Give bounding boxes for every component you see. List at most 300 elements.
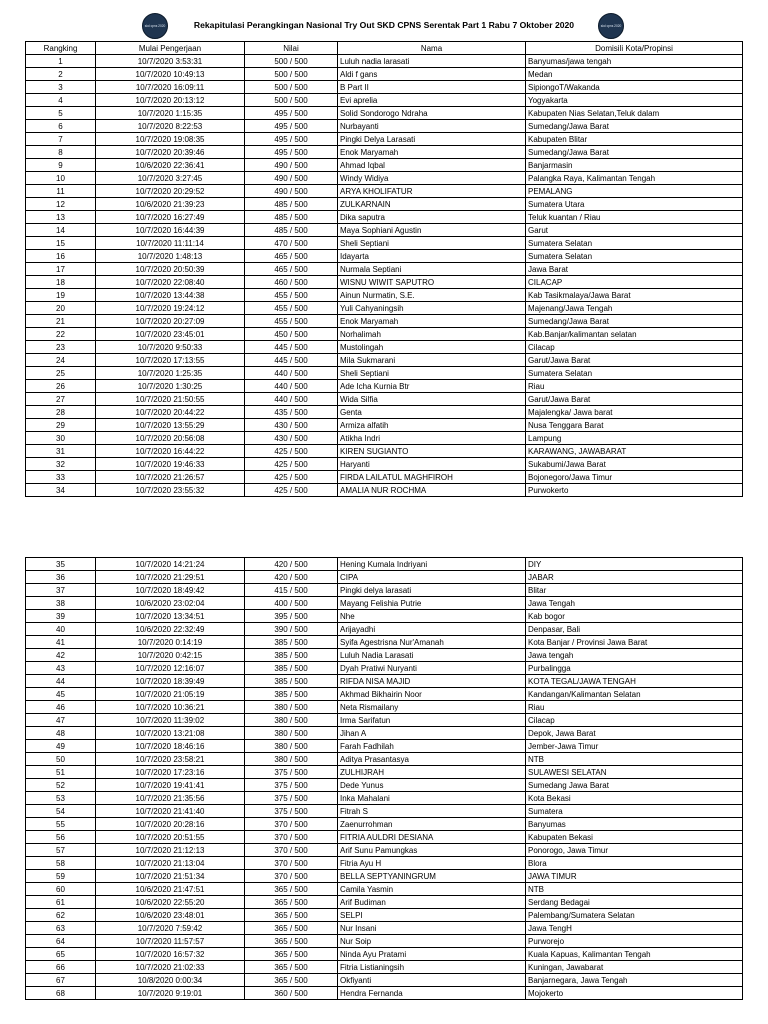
table-row bbox=[26, 792, 743, 805]
cell-rank: 63 bbox=[26, 922, 96, 935]
cell-domicile: Sumatera Utara bbox=[526, 198, 743, 211]
table-row bbox=[26, 107, 743, 120]
cell-rank: 67 bbox=[26, 974, 96, 987]
cell-domicile: Purbalingga bbox=[526, 662, 743, 675]
cell-rank: 32 bbox=[26, 458, 96, 471]
cell-rank: 15 bbox=[26, 237, 96, 250]
cell-start-time: 10/7/2020 21:12:13 bbox=[96, 844, 245, 857]
cell-rank: 20 bbox=[26, 302, 96, 315]
cell-score: 380 / 500 bbox=[245, 740, 338, 753]
cell-start-time: 10/7/2020 20:56:08 bbox=[96, 432, 245, 445]
cell-score: 365 / 500 bbox=[245, 896, 338, 909]
cell-name: ZULKARNAIN bbox=[338, 198, 526, 211]
table-row bbox=[26, 419, 743, 432]
table-row bbox=[26, 458, 743, 471]
cell-domicile: Sumatera bbox=[526, 805, 743, 818]
table-row bbox=[26, 146, 743, 159]
table-row bbox=[26, 662, 743, 675]
cell-start-time: 10/6/2020 23:02:04 bbox=[96, 597, 245, 610]
report-header bbox=[0, 13, 768, 39]
cell-domicile: Garut/Jawa Barat bbox=[526, 354, 743, 367]
cell-name: Dyah Pratiwi Nuryanti bbox=[338, 662, 526, 675]
cell-score: 395 / 500 bbox=[245, 610, 338, 623]
cell-domicile: Majalengka/ Jawa barat bbox=[526, 406, 743, 419]
cell-domicile: PEMALANG bbox=[526, 185, 743, 198]
cell-start-time: 10/7/2020 21:13:04 bbox=[96, 857, 245, 870]
cell-name: Mayang Felishia Putrie bbox=[338, 597, 526, 610]
cell-domicile: Sumatera Selatan bbox=[526, 250, 743, 263]
table-row bbox=[26, 263, 743, 276]
cell-start-time: 10/7/2020 21:51:34 bbox=[96, 870, 245, 883]
cell-name: Atikha Indri bbox=[338, 432, 526, 445]
cell-domicile: DIY bbox=[526, 558, 743, 571]
cell-domicile: JAWA TIMUR bbox=[526, 870, 743, 883]
cell-score: 485 / 500 bbox=[245, 224, 338, 237]
cell-domicile: Sumedang/Jawa Barat bbox=[526, 146, 743, 159]
cell-name: Fitria Listianingsih bbox=[338, 961, 526, 974]
cell-start-time: 10/8/2020 0:00:34 bbox=[96, 974, 245, 987]
cell-score: 365 / 500 bbox=[245, 974, 338, 987]
table-row bbox=[26, 471, 743, 484]
cell-rank: 22 bbox=[26, 328, 96, 341]
cell-start-time: 10/7/2020 1:48:13 bbox=[96, 250, 245, 263]
cell-score: 365 / 500 bbox=[245, 935, 338, 948]
cell-rank: 28 bbox=[26, 406, 96, 419]
cell-name: Norhalimah bbox=[338, 328, 526, 341]
cell-name: Arif Sunu Pamungkas bbox=[338, 844, 526, 857]
cell-domicile: Denpasar, Bali bbox=[526, 623, 743, 636]
cell-rank: 52 bbox=[26, 779, 96, 792]
cell-start-time: 10/6/2020 23:48:01 bbox=[96, 909, 245, 922]
cell-domicile: Kota Bekasi bbox=[526, 792, 743, 805]
cell-domicile: Kab Tasikmalaya/Jawa Barat bbox=[526, 289, 743, 302]
cell-name: Pingki delya larasati bbox=[338, 584, 526, 597]
cell-score: 500 / 500 bbox=[245, 81, 338, 94]
cell-start-time: 10/7/2020 19:41:41 bbox=[96, 779, 245, 792]
cell-start-time: 10/7/2020 10:36:21 bbox=[96, 701, 245, 714]
cell-domicile: Medan bbox=[526, 68, 743, 81]
cell-name: FITRIA AULDRI DESIANA bbox=[338, 831, 526, 844]
table-row bbox=[26, 81, 743, 94]
cell-rank: 53 bbox=[26, 792, 96, 805]
cell-start-time: 10/7/2020 21:50:55 bbox=[96, 393, 245, 406]
cell-name: Armiza alfatih bbox=[338, 419, 526, 432]
cell-start-time: 10/7/2020 20:50:39 bbox=[96, 263, 245, 276]
cell-score: 370 / 500 bbox=[245, 857, 338, 870]
cell-domicile: Banjarnegara, Jawa Tengah bbox=[526, 974, 743, 987]
cell-name: Syifa Agestrisna Nur'Amanah bbox=[338, 636, 526, 649]
cell-start-time: 10/7/2020 20:27:09 bbox=[96, 315, 245, 328]
cell-start-time: 10/7/2020 8:22:53 bbox=[96, 120, 245, 133]
cell-rank: 68 bbox=[26, 987, 96, 1000]
cell-score: 465 / 500 bbox=[245, 250, 338, 263]
cell-name: SELPI bbox=[338, 909, 526, 922]
cell-rank: 24 bbox=[26, 354, 96, 367]
cell-rank: 21 bbox=[26, 315, 96, 328]
cell-domicile: Blora bbox=[526, 857, 743, 870]
table-row bbox=[26, 844, 743, 857]
cell-start-time: 10/7/2020 13:34:51 bbox=[96, 610, 245, 623]
cell-score: 500 / 500 bbox=[245, 68, 338, 81]
cell-rank: 43 bbox=[26, 662, 96, 675]
cell-score: 495 / 500 bbox=[245, 133, 338, 146]
cell-start-time: 10/7/2020 17:13:55 bbox=[96, 354, 245, 367]
cell-rank: 42 bbox=[26, 649, 96, 662]
cell-start-time: 10/7/2020 7:59:42 bbox=[96, 922, 245, 935]
cell-score: 435 / 500 bbox=[245, 406, 338, 419]
cell-domicile: Kabupaten Nias Selatan,Teluk dalam bbox=[526, 107, 743, 120]
table-row bbox=[26, 870, 743, 883]
cell-start-time: 10/6/2020 21:39:23 bbox=[96, 198, 245, 211]
cell-start-time: 10/7/2020 20:51:55 bbox=[96, 831, 245, 844]
cell-domicile: Riau bbox=[526, 701, 743, 714]
cell-domicile: Kuala Kapuas, Kalimantan Tengah bbox=[526, 948, 743, 961]
cell-name: Aditya Prasantasya bbox=[338, 753, 526, 766]
column-header-domicile: Domisili Kota/Propinsi bbox=[526, 42, 743, 55]
cell-start-time: 10/7/2020 1:30:25 bbox=[96, 380, 245, 393]
cell-domicile: Kabupaten Bekasi bbox=[526, 831, 743, 844]
table-row bbox=[26, 94, 743, 107]
cell-name: Dede Yunus bbox=[338, 779, 526, 792]
table-header-row bbox=[26, 42, 743, 55]
cell-score: 380 / 500 bbox=[245, 727, 338, 740]
table-row bbox=[26, 406, 743, 419]
cell-domicile: Sumatera Selatan bbox=[526, 237, 743, 250]
cell-score: 370 / 500 bbox=[245, 818, 338, 831]
cell-score: 465 / 500 bbox=[245, 263, 338, 276]
report-title: Rekapitulasi Perangkingan Nasional Try Out SKD CPNS Serentak Part 1 Rabu 7 Oktober 2020 bbox=[193, 20, 575, 30]
table-row bbox=[26, 224, 743, 237]
cell-score: 445 / 500 bbox=[245, 341, 338, 354]
cell-domicile: Banjarmasin bbox=[526, 159, 743, 172]
cell-start-time: 10/7/2020 18:46:16 bbox=[96, 740, 245, 753]
cell-name: Haryanti bbox=[338, 458, 526, 471]
cell-name: Nur Soip bbox=[338, 935, 526, 948]
cell-domicile: Banyumas bbox=[526, 818, 743, 831]
cell-start-time: 10/7/2020 23:45:01 bbox=[96, 328, 245, 341]
table-row bbox=[26, 185, 743, 198]
cell-score: 370 / 500 bbox=[245, 870, 338, 883]
cell-score: 485 / 500 bbox=[245, 198, 338, 211]
table-row bbox=[26, 883, 743, 896]
cell-start-time: 10/7/2020 21:41:40 bbox=[96, 805, 245, 818]
cell-score: 495 / 500 bbox=[245, 107, 338, 120]
cell-start-time: 10/7/2020 9:50:33 bbox=[96, 341, 245, 354]
cell-name: KIREN SUGIANTO bbox=[338, 445, 526, 458]
cell-name: Ade Icha Kurnia Btr bbox=[338, 380, 526, 393]
cell-rank: 57 bbox=[26, 844, 96, 857]
cell-start-time: 10/7/2020 1:25:35 bbox=[96, 367, 245, 380]
cell-name: Fitria Ayu H bbox=[338, 857, 526, 870]
cell-rank: 26 bbox=[26, 380, 96, 393]
cell-start-time: 10/7/2020 13:44:38 bbox=[96, 289, 245, 302]
cell-domicile: Kab bogor bbox=[526, 610, 743, 623]
cell-name: Neta Rismailany bbox=[338, 701, 526, 714]
table-row bbox=[26, 328, 743, 341]
cell-rank: 1 bbox=[26, 55, 96, 68]
table-row bbox=[26, 55, 743, 68]
column-header-score: Nilai bbox=[245, 42, 338, 55]
cell-rank: 61 bbox=[26, 896, 96, 909]
cell-rank: 36 bbox=[26, 571, 96, 584]
table-row bbox=[26, 584, 743, 597]
cell-start-time: 10/7/2020 18:39:49 bbox=[96, 675, 245, 688]
cell-domicile: Jawa Barat bbox=[526, 263, 743, 276]
cell-name: WISNU WIWIT SAPUTRO bbox=[338, 276, 526, 289]
cell-rank: 3 bbox=[26, 81, 96, 94]
table-row bbox=[26, 753, 743, 766]
cell-rank: 44 bbox=[26, 675, 96, 688]
cell-score: 500 / 500 bbox=[245, 94, 338, 107]
cell-start-time: 10/7/2020 11:39:02 bbox=[96, 714, 245, 727]
logo-text: skd cpns 2020 bbox=[144, 24, 166, 28]
table-row bbox=[26, 211, 743, 224]
cell-domicile: Kandangan/Kalimantan Selatan bbox=[526, 688, 743, 701]
cell-start-time: 10/7/2020 21:05:19 bbox=[96, 688, 245, 701]
cell-name: Genta bbox=[338, 406, 526, 419]
cell-rank: 27 bbox=[26, 393, 96, 406]
cell-score: 440 / 500 bbox=[245, 367, 338, 380]
cell-name: Arijayadhi bbox=[338, 623, 526, 636]
cell-name: Enok Maryamah bbox=[338, 146, 526, 159]
cell-domicile: Riau bbox=[526, 380, 743, 393]
cell-domicile: Cilacap bbox=[526, 714, 743, 727]
cell-score: 375 / 500 bbox=[245, 779, 338, 792]
cell-domicile: Garut bbox=[526, 224, 743, 237]
cell-start-time: 10/7/2020 9:19:01 bbox=[96, 987, 245, 1000]
cell-name: AMALIA NUR ROCHMA bbox=[338, 484, 526, 497]
cell-score: 495 / 500 bbox=[245, 120, 338, 133]
cell-name: Camila Yasmin bbox=[338, 883, 526, 896]
cell-rank: 64 bbox=[26, 935, 96, 948]
table-row bbox=[26, 558, 743, 571]
table-row bbox=[26, 610, 743, 623]
table-row bbox=[26, 857, 743, 870]
cell-score: 450 / 500 bbox=[245, 328, 338, 341]
cell-name: Zaenurrohman bbox=[338, 818, 526, 831]
cell-rank: 39 bbox=[26, 610, 96, 623]
table-row bbox=[26, 367, 743, 380]
column-header-name: Nama bbox=[338, 42, 526, 55]
cell-start-time: 10/7/2020 16:09:11 bbox=[96, 81, 245, 94]
cell-start-time: 10/7/2020 16:27:49 bbox=[96, 211, 245, 224]
cell-score: 490 / 500 bbox=[245, 159, 338, 172]
cell-start-time: 10/7/2020 0:14:19 bbox=[96, 636, 245, 649]
cell-domicile: Serdang Bedagai bbox=[526, 896, 743, 909]
cell-score: 425 / 500 bbox=[245, 471, 338, 484]
cell-domicile: Banyumas/jawa tengah bbox=[526, 55, 743, 68]
table-row bbox=[26, 571, 743, 584]
cell-score: 445 / 500 bbox=[245, 354, 338, 367]
cell-name: Okfiyanti bbox=[338, 974, 526, 987]
cell-name: Nhe bbox=[338, 610, 526, 623]
cell-domicile: Sumedang/Jawa Barat bbox=[526, 315, 743, 328]
cell-name: Farah Fadhilah bbox=[338, 740, 526, 753]
cell-score: 440 / 500 bbox=[245, 393, 338, 406]
table-row bbox=[26, 987, 743, 1000]
cell-name: B Part II bbox=[338, 81, 526, 94]
cell-name: Sheli Septiani bbox=[338, 237, 526, 250]
cell-score: 380 / 500 bbox=[245, 753, 338, 766]
cell-start-time: 10/7/2020 20:28:16 bbox=[96, 818, 245, 831]
cell-name: Pingki Delya Larasati bbox=[338, 133, 526, 146]
cell-name: Wida Silfia bbox=[338, 393, 526, 406]
ranking-table-part-2 bbox=[25, 557, 743, 1000]
cell-rank: 5 bbox=[26, 107, 96, 120]
table-row bbox=[26, 974, 743, 987]
cell-start-time: 10/7/2020 11:11:14 bbox=[96, 237, 245, 250]
cell-score: 490 / 500 bbox=[245, 185, 338, 198]
cell-domicile: Mojokerto bbox=[526, 987, 743, 1000]
cell-domicile: Jawa TengH bbox=[526, 922, 743, 935]
cell-name: Nur Insani bbox=[338, 922, 526, 935]
cell-start-time: 10/7/2020 20:13:12 bbox=[96, 94, 245, 107]
table-row bbox=[26, 354, 743, 367]
cell-name: Enok Maryamah bbox=[338, 315, 526, 328]
cell-score: 485 / 500 bbox=[245, 211, 338, 224]
cell-score: 415 / 500 bbox=[245, 584, 338, 597]
cell-domicile: Ponorogo, Jawa Timur bbox=[526, 844, 743, 857]
cell-name: Inka Mahalani bbox=[338, 792, 526, 805]
cell-domicile: CILACAP bbox=[526, 276, 743, 289]
cell-domicile: Sumatera Selatan bbox=[526, 367, 743, 380]
cell-domicile: Jawa Tengah bbox=[526, 597, 743, 610]
cell-name: FIRDA LAILATUL MAGHFIROH bbox=[338, 471, 526, 484]
cell-rank: 12 bbox=[26, 198, 96, 211]
table-row bbox=[26, 380, 743, 393]
cell-domicile: Blitar bbox=[526, 584, 743, 597]
cell-score: 390 / 500 bbox=[245, 623, 338, 636]
cell-rank: 50 bbox=[26, 753, 96, 766]
cell-score: 420 / 500 bbox=[245, 571, 338, 584]
cell-start-time: 10/7/2020 13:21:08 bbox=[96, 727, 245, 740]
column-header-rank: Rangking bbox=[26, 42, 96, 55]
cell-domicile: Nusa Tenggara Barat bbox=[526, 419, 743, 432]
table-row bbox=[26, 961, 743, 974]
cell-name: BELLA SEPTYANINGRUM bbox=[338, 870, 526, 883]
cell-score: 500 / 500 bbox=[245, 55, 338, 68]
cell-rank: 29 bbox=[26, 419, 96, 432]
cell-rank: 23 bbox=[26, 341, 96, 354]
cell-name: Arif Budiman bbox=[338, 896, 526, 909]
table-row bbox=[26, 302, 743, 315]
cell-domicile: SipiongoT/Wakanda bbox=[526, 81, 743, 94]
cell-rank: 25 bbox=[26, 367, 96, 380]
cell-start-time: 10/7/2020 21:29:51 bbox=[96, 571, 245, 584]
cell-start-time: 10/7/2020 23:58:21 bbox=[96, 753, 245, 766]
cell-rank: 47 bbox=[26, 714, 96, 727]
cell-rank: 54 bbox=[26, 805, 96, 818]
cell-start-time: 10/7/2020 19:08:35 bbox=[96, 133, 245, 146]
cell-rank: 16 bbox=[26, 250, 96, 263]
cell-domicile: Depok, Jawa Barat bbox=[526, 727, 743, 740]
cell-rank: 4 bbox=[26, 94, 96, 107]
cell-domicile: KOTA TEGAL/JAWA TENGAH bbox=[526, 675, 743, 688]
cell-domicile: Kota Banjar / Provinsi Jawa Barat bbox=[526, 636, 743, 649]
cell-domicile: Sumedang/Jawa Barat bbox=[526, 120, 743, 133]
cell-rank: 40 bbox=[26, 623, 96, 636]
cell-score: 360 / 500 bbox=[245, 987, 338, 1000]
cell-start-time: 10/7/2020 20:44:22 bbox=[96, 406, 245, 419]
cell-score: 490 / 500 bbox=[245, 172, 338, 185]
cell-name: Mila Sukmarani bbox=[338, 354, 526, 367]
cell-start-time: 10/7/2020 3:27:45 bbox=[96, 172, 245, 185]
cell-start-time: 10/7/2020 22:08:40 bbox=[96, 276, 245, 289]
table-row bbox=[26, 909, 743, 922]
cell-name: RIFDA NISA MAJID bbox=[338, 675, 526, 688]
cell-rank: 48 bbox=[26, 727, 96, 740]
table-row bbox=[26, 432, 743, 445]
table-row bbox=[26, 172, 743, 185]
cell-rank: 9 bbox=[26, 159, 96, 172]
cell-rank: 14 bbox=[26, 224, 96, 237]
cell-domicile: JABAR bbox=[526, 571, 743, 584]
cell-score: 425 / 500 bbox=[245, 458, 338, 471]
cell-name: ZULHIJRAH bbox=[338, 766, 526, 779]
cell-name: Ahmad Iqbal bbox=[338, 159, 526, 172]
cell-start-time: 10/7/2020 13:55:29 bbox=[96, 419, 245, 432]
cell-start-time: 10/6/2020 21:47:51 bbox=[96, 883, 245, 896]
cell-start-time: 10/7/2020 10:49:13 bbox=[96, 68, 245, 81]
cell-rank: 35 bbox=[26, 558, 96, 571]
cell-name: Evi aprelia bbox=[338, 94, 526, 107]
cell-name: Mustolingah bbox=[338, 341, 526, 354]
cell-score: 455 / 500 bbox=[245, 289, 338, 302]
cell-name: CIPA bbox=[338, 571, 526, 584]
table-row bbox=[26, 276, 743, 289]
cell-rank: 2 bbox=[26, 68, 96, 81]
cell-domicile: Palangka Raya, Kalimantan Tengah bbox=[526, 172, 743, 185]
cell-score: 420 / 500 bbox=[245, 558, 338, 571]
cell-start-time: 10/7/2020 16:57:32 bbox=[96, 948, 245, 961]
cell-start-time: 10/7/2020 1:15:35 bbox=[96, 107, 245, 120]
table-row bbox=[26, 948, 743, 961]
cell-rank: 45 bbox=[26, 688, 96, 701]
table-row bbox=[26, 922, 743, 935]
cell-rank: 51 bbox=[26, 766, 96, 779]
cell-domicile: NTB bbox=[526, 753, 743, 766]
cell-score: 365 / 500 bbox=[245, 948, 338, 961]
cell-name: Irma Sarifatun bbox=[338, 714, 526, 727]
table-row bbox=[26, 714, 743, 727]
cell-name: Sheli Septiani bbox=[338, 367, 526, 380]
cell-name: Luluh Nadia Larasati bbox=[338, 649, 526, 662]
cell-name: Hendra Fernanda bbox=[338, 987, 526, 1000]
table-row bbox=[26, 315, 743, 328]
cell-score: 375 / 500 bbox=[245, 805, 338, 818]
cell-score: 385 / 500 bbox=[245, 662, 338, 675]
cell-start-time: 10/6/2020 22:36:41 bbox=[96, 159, 245, 172]
cell-rank: 7 bbox=[26, 133, 96, 146]
cell-start-time: 10/7/2020 21:02:33 bbox=[96, 961, 245, 974]
cell-name: Nurmala Septiani bbox=[338, 263, 526, 276]
cell-rank: 30 bbox=[26, 432, 96, 445]
cell-rank: 60 bbox=[26, 883, 96, 896]
cell-score: 365 / 500 bbox=[245, 883, 338, 896]
table-row bbox=[26, 341, 743, 354]
table-row bbox=[26, 805, 743, 818]
cell-domicile: Sumedang Jawa Barat bbox=[526, 779, 743, 792]
cell-start-time: 10/7/2020 21:26:57 bbox=[96, 471, 245, 484]
table-row bbox=[26, 484, 743, 497]
cell-name: Maya Sophiani Agustin bbox=[338, 224, 526, 237]
cell-start-time: 10/7/2020 14:21:24 bbox=[96, 558, 245, 571]
cell-name: ARYA KHOLIFATUR bbox=[338, 185, 526, 198]
cell-score: 375 / 500 bbox=[245, 766, 338, 779]
table-row bbox=[26, 133, 743, 146]
cell-rank: 17 bbox=[26, 263, 96, 276]
table-row bbox=[26, 120, 743, 133]
